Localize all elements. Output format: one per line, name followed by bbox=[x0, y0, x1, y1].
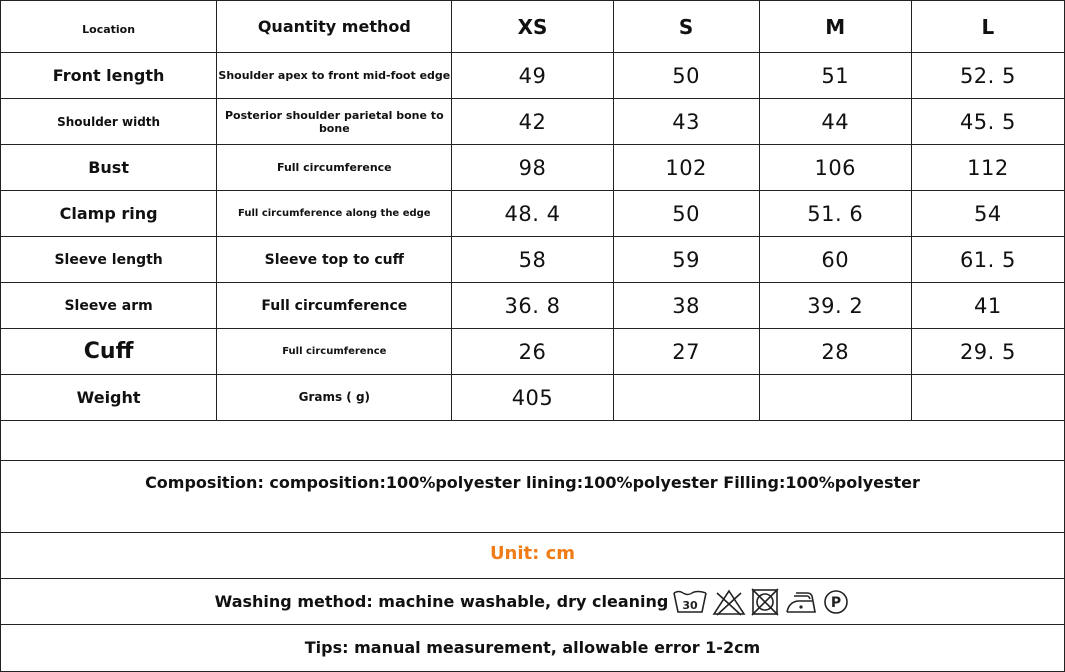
row-location: Bust bbox=[1, 145, 217, 191]
row-value-s bbox=[613, 375, 759, 421]
header-size-l: L bbox=[911, 1, 1064, 53]
composition-text: Composition: composition:100%polyester lining:100%polyester Filling:100%polyester bbox=[0, 461, 1065, 533]
row-value-xs: 26 bbox=[452, 329, 613, 375]
row-location: Weight bbox=[1, 375, 217, 421]
table-row bbox=[1, 145, 1065, 191]
row-location: Sleeve length bbox=[1, 237, 217, 283]
no-bleach-icon bbox=[712, 588, 746, 616]
row-value-s: 43 bbox=[613, 99, 759, 145]
table-header-row bbox=[1, 1, 1065, 53]
table-row bbox=[1, 237, 1065, 283]
row-method: Full circumference along the edge bbox=[217, 191, 452, 237]
dry-clean-letter: P bbox=[831, 594, 842, 611]
row-value-s: 50 bbox=[613, 191, 759, 237]
empty-row bbox=[0, 415, 1065, 461]
row-value-l: 29. 5 bbox=[911, 329, 1064, 375]
row-value-xs: 42 bbox=[452, 99, 613, 145]
row-value-m: 60 bbox=[759, 237, 911, 283]
row-method: Posterior shoulder parietal bone to bone bbox=[217, 99, 452, 145]
row-value-xs: 49 bbox=[452, 53, 613, 99]
no-tumble-dry-icon bbox=[750, 588, 780, 616]
row-location: Clamp ring bbox=[1, 191, 217, 237]
row-value-xs: 58 bbox=[452, 237, 613, 283]
row-method: Grams ( g) bbox=[217, 375, 452, 421]
row-method: Full circumference bbox=[217, 283, 452, 329]
row-value-l: 112 bbox=[911, 145, 1064, 191]
table-row bbox=[1, 53, 1065, 99]
dry-clean-p-icon bbox=[822, 588, 850, 616]
row-value-xs: 405 bbox=[452, 375, 613, 421]
washing-text: Washing method: machine washable, dry cleaning bbox=[214, 592, 669, 611]
row-value-s: 59 bbox=[613, 237, 759, 283]
tips-text: Tips: manual measurement, allowable error 1-2cm bbox=[0, 625, 1065, 672]
unit-label: Unit: cm bbox=[0, 533, 1065, 579]
row-value-l: 61. 5 bbox=[911, 237, 1064, 283]
row-value-l: 52. 5 bbox=[911, 53, 1064, 99]
row-value-s: 50 bbox=[613, 53, 759, 99]
header-method: Quantity method bbox=[217, 1, 452, 53]
row-value-s: 27 bbox=[613, 329, 759, 375]
wash-temp-label: 30 bbox=[682, 598, 699, 612]
header-size-s: S bbox=[613, 1, 759, 53]
wash-30-icon bbox=[672, 588, 708, 616]
row-value-m: 51. 6 bbox=[759, 191, 911, 237]
row-method: Sleeve top to cuff bbox=[217, 237, 452, 283]
row-value-l: 45. 5 bbox=[911, 99, 1064, 145]
row-value-l: 41 bbox=[911, 283, 1064, 329]
header-size-m: M bbox=[759, 1, 911, 53]
header-location: Location bbox=[1, 1, 217, 53]
row-value-s: 38 bbox=[613, 283, 759, 329]
row-value-m: 39. 2 bbox=[759, 283, 911, 329]
row-value-m: 28 bbox=[759, 329, 911, 375]
row-value-m: 106 bbox=[759, 145, 911, 191]
iron-low-icon bbox=[784, 588, 818, 616]
row-value-xs: 98 bbox=[452, 145, 613, 191]
row-method: Shoulder apex to front mid-foot edge bbox=[217, 53, 452, 99]
row-location: Front length bbox=[1, 53, 217, 99]
table-row bbox=[1, 283, 1065, 329]
row-value-s: 102 bbox=[613, 145, 759, 191]
row-location: Cuff bbox=[1, 329, 217, 375]
table-row bbox=[1, 191, 1065, 237]
table-row bbox=[1, 99, 1065, 145]
care-symbols bbox=[672, 588, 850, 616]
row-value-xs: 48. 4 bbox=[452, 191, 613, 237]
table-row bbox=[1, 375, 1065, 421]
row-value-l: 54 bbox=[911, 191, 1064, 237]
washing-row bbox=[0, 579, 1065, 625]
table-row bbox=[1, 329, 1065, 375]
row-location: Shoulder width bbox=[1, 99, 217, 145]
row-method: Full circumference bbox=[217, 145, 452, 191]
row-method: Full circumference bbox=[217, 329, 452, 375]
row-value-xs: 36. 8 bbox=[452, 283, 613, 329]
row-value-m bbox=[759, 375, 911, 421]
row-value-m: 44 bbox=[759, 99, 911, 145]
row-location: Sleeve arm bbox=[1, 283, 217, 329]
row-value-m: 51 bbox=[759, 53, 911, 99]
row-value-l bbox=[911, 375, 1064, 421]
header-size-xs: XS bbox=[452, 1, 613, 53]
